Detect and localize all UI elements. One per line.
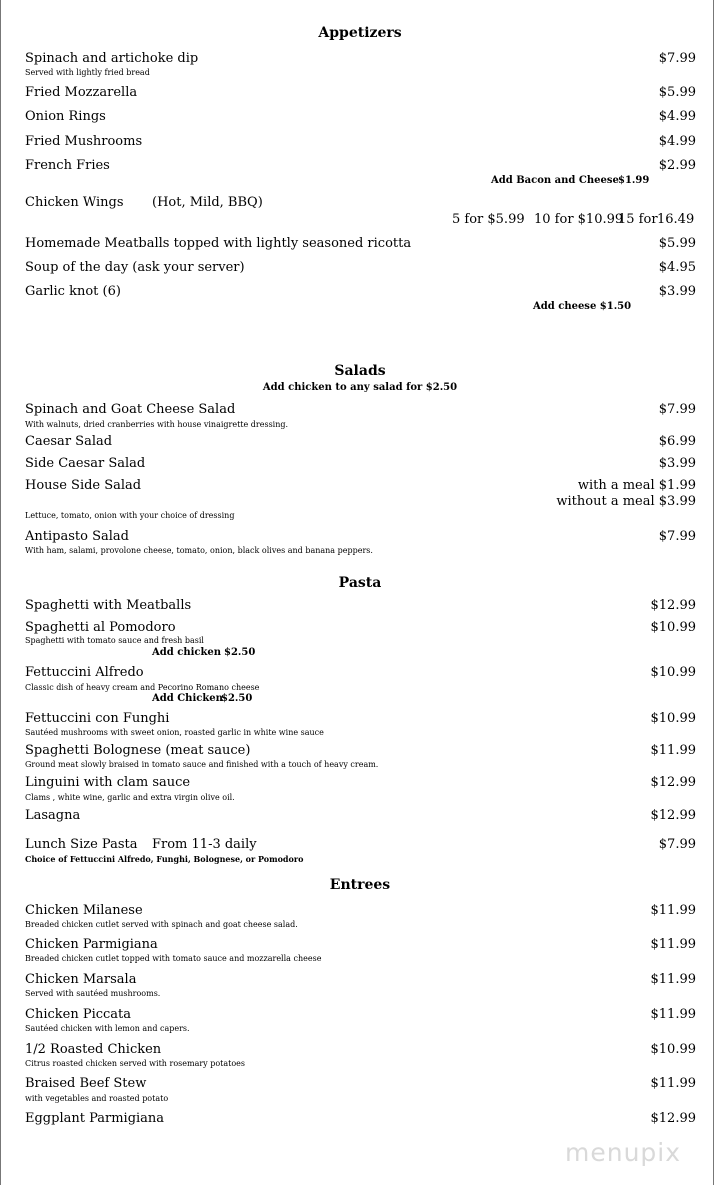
item-name: Spaghetti with Meatballs xyxy=(25,598,192,613)
item-price: $7.99 xyxy=(658,529,696,544)
item-name: Linguini with clam sauce xyxy=(25,775,191,790)
item-price: $7.99 xyxy=(658,402,696,417)
addon-label: Add Bacon and Cheese xyxy=(491,175,619,186)
item-name: Fried Mushrooms xyxy=(25,134,143,149)
watermark-logo: menupix xyxy=(565,1138,682,1167)
item-name: Spinach and Goat Cheese Salad xyxy=(25,402,236,417)
item-price: $4.99 xyxy=(658,109,696,124)
item-price: $5.99 xyxy=(658,85,696,100)
item-name: Fried Mozzarella xyxy=(25,85,138,100)
item-desc: With ham, salami, provolone cheese, tomato, onion, black olives and banana peppers. xyxy=(25,546,373,555)
item-hours: From 11-3 daily xyxy=(152,837,257,852)
item-desc: With walnuts, dried cranberries with house vinaigrette dressing. xyxy=(25,420,289,429)
item-name: Chicken Marsala xyxy=(25,972,137,987)
price-tier: 15 for xyxy=(618,212,658,227)
item-name: Lasagna xyxy=(25,808,81,823)
item-price: $7.99 xyxy=(658,837,696,852)
item-name: Garlic knot (6) xyxy=(25,284,121,299)
item-name: Spaghetti Bolognese (meat sauce) xyxy=(25,743,251,758)
item-desc: Lettuce, tomato, onion with your choice of dressing xyxy=(25,511,235,520)
item-price: $10.99 xyxy=(650,665,696,680)
addon-price: $2.50 xyxy=(224,647,256,658)
item-price-with-meal: with a meal $1.99 xyxy=(577,478,696,493)
addon-price: $2.50 xyxy=(221,693,253,704)
item-name: Homemade Meatballs topped with lightly seasoned ricotta xyxy=(25,236,412,251)
item-name: Chicken Piccata xyxy=(25,1007,132,1022)
item-name: Eggplant Parmigiana xyxy=(25,1111,165,1126)
item-name: Side Caesar Salad xyxy=(25,456,146,471)
section-subtitle-salads: Add chicken to any salad for $2.50 xyxy=(262,382,458,393)
item-options: (Hot, Mild, BBQ) xyxy=(152,195,263,210)
item-name: Spinach and artichoke dip xyxy=(25,51,199,66)
item-price: $11.99 xyxy=(650,1076,696,1091)
item-name: Antipasto Salad xyxy=(25,529,129,544)
item-desc: Ground meat slowly braised in tomato sauce and finished with a touch of heavy cream. xyxy=(25,760,379,769)
item-price: $2.99 xyxy=(658,158,696,173)
addon-label: Add Chicken xyxy=(152,693,223,704)
item-desc: Sautéed chicken with lemon and capers. xyxy=(25,1024,190,1033)
item-price: $10.99 xyxy=(650,620,696,635)
item-desc: Citrus roasted chicken served with rosemary potatoes xyxy=(25,1059,246,1068)
item-desc: Breaded chicken cutlet topped with tomato sauce and mozzarella cheese xyxy=(25,954,322,963)
item-desc: Spaghetti with tomato sauce and fresh basil xyxy=(25,636,204,645)
item-name: Braised Beef Stew xyxy=(25,1076,147,1091)
item-price: $12.99 xyxy=(650,1111,696,1126)
item-desc: Sautéed mushrooms with sweet onion, roasted garlic in white wine sauce xyxy=(25,728,324,737)
item-name: Chicken Wings xyxy=(25,195,124,210)
item-name: Spaghetti al Pomodoro xyxy=(25,620,176,635)
page-border-left xyxy=(0,0,1,1185)
section-title-pasta: Pasta xyxy=(338,575,382,591)
addon-label: Add cheese $1.50 xyxy=(533,301,632,312)
item-price: $6.99 xyxy=(658,434,696,449)
item-price: $11.99 xyxy=(650,937,696,952)
item-price: $10.99 xyxy=(650,1042,696,1057)
item-desc: Served with lightly fried bread xyxy=(25,68,150,77)
item-desc: Served with sautéed mushrooms. xyxy=(25,989,161,998)
item-price: $11.99 xyxy=(650,972,696,987)
price-tier: 10 for $10.99 xyxy=(534,212,624,227)
item-price: $4.99 xyxy=(658,134,696,149)
item-desc: Choice of Fettuccini Alfredo, Funghi, Bolognese, or Pomodoro xyxy=(25,854,304,864)
item-price: $11.99 xyxy=(650,1007,696,1022)
item-name: House Side Salad xyxy=(25,478,142,493)
item-name: French Fries xyxy=(25,158,110,173)
item-desc: Classic dish of heavy cream and Pecorino Romano cheese xyxy=(25,683,260,692)
item-name: Fettuccini Alfredo xyxy=(25,665,144,680)
price-tier: 16.49 xyxy=(657,212,695,227)
item-price: $4.95 xyxy=(658,260,696,275)
item-name: Chicken Parmigiana xyxy=(25,937,158,952)
item-price: $10.99 xyxy=(650,711,696,726)
item-price: $3.99 xyxy=(658,284,696,299)
item-name: Lunch Size Pasta xyxy=(25,837,138,852)
addon-price: $1.99 xyxy=(618,175,650,186)
item-name: Soup of the day (ask your server) xyxy=(25,260,245,275)
item-price: $12.99 xyxy=(650,598,696,613)
section-title-appetizers: Appetizers xyxy=(318,25,402,41)
item-price: $11.99 xyxy=(650,903,696,918)
item-price: $5.99 xyxy=(658,236,696,251)
item-price: $7.99 xyxy=(658,51,696,66)
item-name: Chicken Milanese xyxy=(25,903,143,918)
item-price: $12.99 xyxy=(650,775,696,790)
item-price: $12.99 xyxy=(650,808,696,823)
item-price-without-meal: without a meal $3.99 xyxy=(556,494,696,509)
item-desc: with vegetables and roasted potato xyxy=(25,1094,169,1103)
section-title-salads: Salads xyxy=(334,363,386,379)
section-title-entrees: Entrees xyxy=(329,877,391,893)
price-tier: 5 for $5.99 xyxy=(452,212,525,227)
item-name: Onion Rings xyxy=(25,109,106,124)
item-name: Fettuccini con Funghi xyxy=(25,711,170,726)
item-desc: Breaded chicken cutlet served with spinach and goat cheese salad. xyxy=(25,920,298,929)
item-price: $3.99 xyxy=(658,456,696,471)
item-name: Caesar Salad xyxy=(25,434,113,449)
item-price: $11.99 xyxy=(650,743,696,758)
item-desc: Clams , white wine, garlic and extra virgin olive oil. xyxy=(25,793,235,802)
page-border-right xyxy=(713,0,714,1185)
item-name: 1/2 Roasted Chicken xyxy=(25,1042,162,1057)
addon-label: Add chicken xyxy=(152,647,222,658)
